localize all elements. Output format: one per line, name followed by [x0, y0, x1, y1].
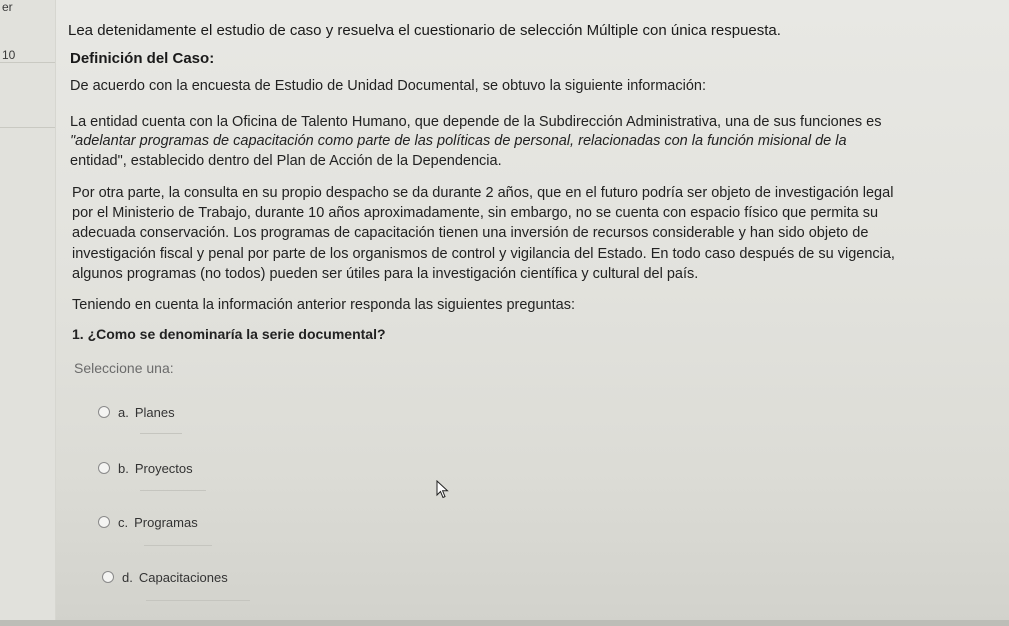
answer-option-c[interactable] [98, 512, 198, 532]
case-heading: Definición del Caso: [70, 50, 215, 67]
option-label: Proyectos [134, 460, 193, 476]
option-underline [140, 490, 206, 491]
option-letter: d. [122, 569, 133, 585]
question-text: 1. ¿Como se denominaría la serie documental? [72, 326, 386, 342]
option-letter: b. [118, 460, 129, 476]
case-line: algunos programas (no todos) pueden ser útiles para la investigación científica y cultural del país. [72, 266, 699, 282]
sidebar-panel [0, 62, 55, 128]
case-line: investigación fiscal y penal por parte de los organismos de control y vigilancia del Estado. En todo caso después de su vigencia, [72, 246, 895, 262]
case-line: Teniendo en cuenta la información anterior responda las siguientes preguntas: [72, 297, 575, 313]
option-label: Planes [134, 404, 175, 420]
answer-option-d[interactable] [102, 567, 228, 587]
option-letter: a. [118, 404, 129, 420]
case-line: entidad", establecido dentro del Plan de Acción de la Dependencia. [70, 153, 502, 169]
sidebar-fragment-top: er [2, 0, 13, 14]
left-sidebar [0, 0, 56, 626]
select-prompt: Seleccione una: [74, 360, 174, 376]
radio-button[interactable] [98, 462, 110, 474]
radio-button[interactable] [98, 406, 110, 418]
radio-button[interactable] [102, 571, 114, 583]
case-line: por el Ministerio de Trabajo, durante 10 años aproximadamente, sin embargo, no se cuenta con espacio físico que permita su [72, 205, 879, 221]
option-label: Capacitaciones [138, 569, 228, 585]
bottom-edge [0, 620, 1009, 626]
option-underline [144, 545, 212, 546]
instructions-text: Lea detenidamente el estudio de caso y resuelva el cuestionario de selección Múltiple con única respuesta. [68, 22, 781, 39]
case-line: Por otra parte, la consulta en su propio despacho se da durante 2 años, que en el futuro podría ser objeto de investigación legal [72, 185, 894, 201]
case-line: "adelantar programas de capacitación como parte de las políticas de personal, relacionadas con la función misional de la [70, 133, 847, 149]
option-letter: c. [118, 514, 129, 530]
option-underline [146, 600, 250, 601]
radio-button[interactable] [98, 516, 110, 528]
case-line: adecuada conservación. Los programas de capacitación tienen una inversión de recursos considerable y han sido objeto de [72, 225, 869, 241]
mouse-cursor-icon [436, 480, 452, 500]
option-underline [140, 433, 182, 434]
sidebar-fragment-mid: 10 [2, 48, 16, 62]
case-line: De acuerdo con la encuesta de Estudio de Unidad Documental, se obtuvo la siguiente información: [70, 78, 706, 94]
answer-option-a[interactable] [98, 402, 175, 422]
case-line: La entidad cuenta con la Oficina de Talento Humano, que depende de la Subdirección Administrativa, una de sus funciones es [70, 114, 882, 130]
option-label: Programas [134, 514, 198, 530]
answer-option-b[interactable] [98, 458, 193, 478]
